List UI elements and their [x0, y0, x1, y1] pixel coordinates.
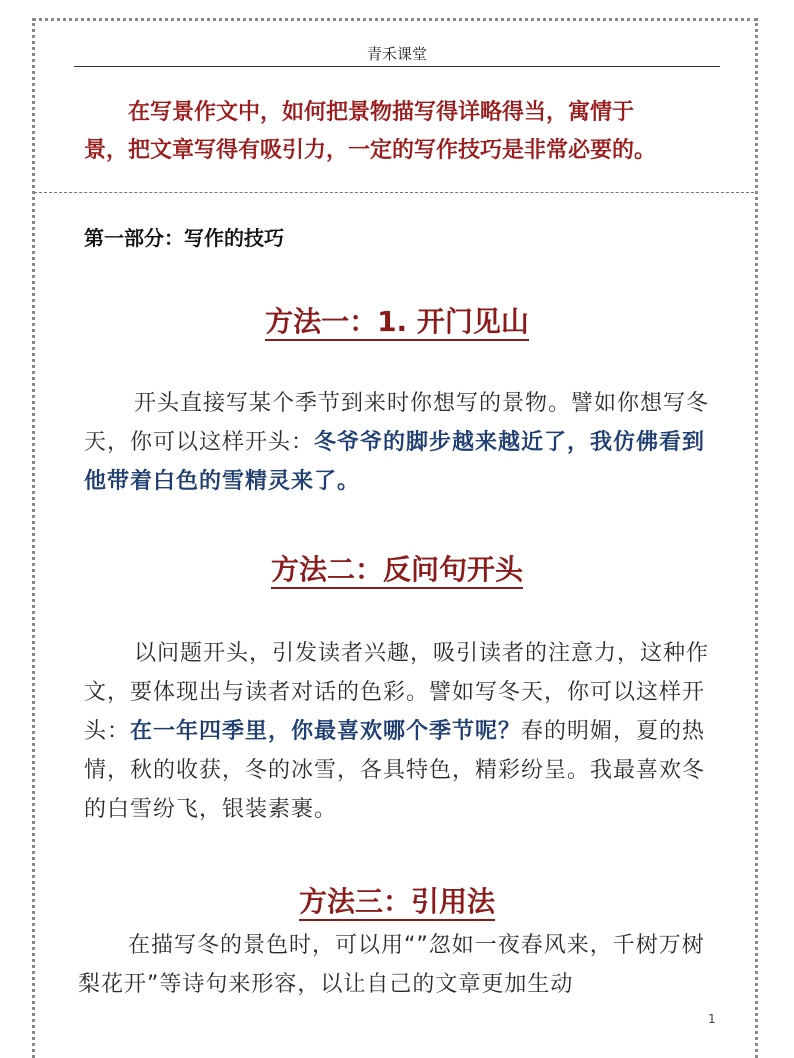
method-1-paragraph — [84, 384, 712, 501]
method-1-title — [0, 302, 794, 342]
page-border-top — [32, 18, 758, 21]
method-2-text-continued: 春的明媚，夏的热情，秋的收获，冬的冰雪，各具特色，精彩纷呈。我最喜欢冬的白雪纷飞，银装素裹。 — [84, 719, 706, 822]
method-3-text: 在描写冬的景色时，可以用“”忽如一夜春风来，千树万树梨花开”等诗句来形容，以让自己的文章更加生动 — [78, 933, 705, 997]
method-1-text: 开头直接写某个季节到来时你想写的景物。譬如你想写冬天，你可以这样开头： — [84, 391, 710, 455]
method-3-paragraph — [78, 926, 714, 1004]
part-title: 第一部分：写作的技巧 — [84, 226, 284, 250]
method-2-text: 以问题开头，引发读者兴趣，吸引读者的注意力，这种作文，要体现出与读者对话的色彩。譬如写冬天，你可以这样开头： — [84, 641, 710, 744]
intro-line-1: 在写景作文中，如何把景物描写得详略得当，寓情于 — [128, 100, 635, 125]
section-divider — [34, 192, 754, 193]
method-2-paragraph — [84, 634, 712, 829]
page-number: 1 — [708, 1012, 716, 1026]
method-3-title — [0, 882, 794, 922]
method-2-title — [0, 550, 794, 590]
method-1-example: 冬爷爷的脚步越来越近了，我仿佛看到他带着白色的雪精灵来了。 — [84, 430, 706, 494]
method-1-title-text: 方法一：1. 开门见山 — [265, 305, 529, 341]
method-2-example: 在一年四季里，你最喜欢哪个季节呢？ — [130, 719, 522, 744]
method-3-title-text: 方法三：引用法 — [299, 885, 495, 921]
intro-line-2: 景，把文章写得有吸引力，一定的写作技巧是非常必要的。 — [84, 138, 657, 163]
page-header: 青禾课堂 — [74, 42, 720, 67]
method-2-title-text: 方法二：反问句开头 — [271, 553, 523, 589]
intro-paragraph — [84, 94, 724, 170]
